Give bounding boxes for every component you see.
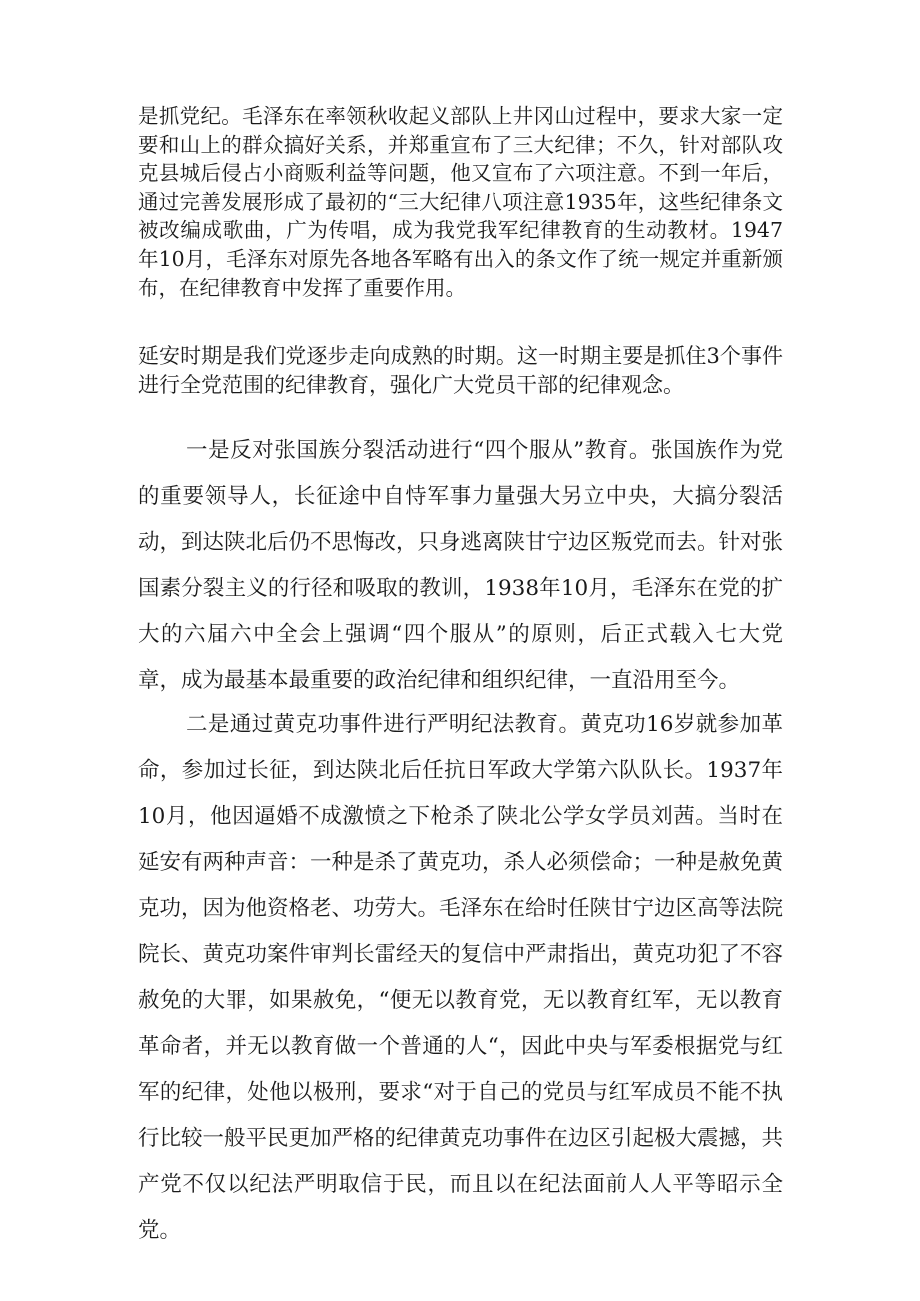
paragraph-huang-kegong-case: 二是通过黄克功事件进行严明纪法教育。黄克功16岁就参加革命，参加过长征，到达陕北后任抗日军政大学第六队队长。1937年10月，他因逼婚不成激愤之下枪杀了陕北公学女学员刘茜。当时在延安有两种声音：一种是杀了黄克功，杀人必须偿命；一种是赦免黄克功，因为他资格老、功劳大。毛泽东在给时任陕甘宁边区高等法院院长、黄克功案件审判长雷经天的复信中严肃指出，黄克功犯了不容赦免的大罪，如果赦免，“便无以教育党，无以教育红军，无以教育革命者，并无以教育做一个普通的人“，因此中央与军委根据党与红军的纪律，处他以极刑，要求“对于自己的党员与红军成员不能不执行比较一般平民更加严格的纪律黄克功事件在边区引起极大震撼，共产党不仅以纪法严明取信于民，而且以在纪法面前人人平等昭示全党。: [138, 712, 784, 1243]
paragraph-party-discipline: 是抓党纪。毛泽东在率领秋收起义部队上井冈山过程中，要求大家一定要和山上的群众搞好关系，并郑重宣布了三大纪律；不久，针对部队攻克县城后侵占小商贩利益等问题，他又宣布了六项注意。不到一年后，通过完善发展形成了最初的“三大纪律八项注意1935年，这些纪律条文被改编成歌曲，广为传唱，成为我党我军纪律教育的生动教材。1947年10月，毛泽东对原先各地各军略有出入的条文作了统一规定并重新颁布，在纪律教育中发挥了重要作用。: [138, 104, 783, 300]
paragraph-yanan-period: 延安时期是我们党逐步走向成熟的时期。这一时期主要是抓住3个事件进行全党范围的纪律教育，强化广大党员干部的纪律观念。: [138, 344, 783, 397]
paragraph-four-obediences: 一是反对张国族分裂活动进行“四个服从”教育。张国族作为党的重要领导人，长征途中自恃军事力量强大另立中央，大搞分裂活动，到达陕北后仍不思悔改，只身逃离陕甘宁边区叛党而去。针对张国素分裂主义的行径和吸取的教训，1938年10月，毛泽东在党的扩大的六届六中全会上强调“四个服从”的原则，后正式载入七大党章，成为最基本最重要的政治纪律和组织纪律，一直沿用至今。: [138, 438, 784, 693]
